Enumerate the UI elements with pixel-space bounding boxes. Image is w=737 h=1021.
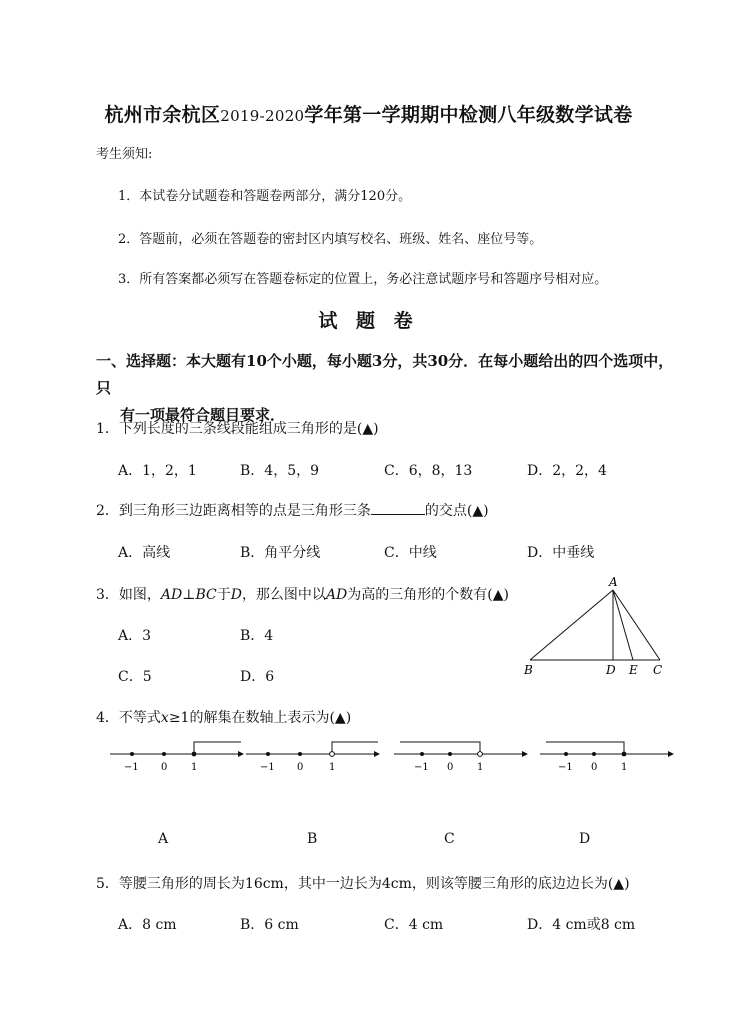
tick-label: 0: [591, 762, 598, 773]
q3-stem-p4: 为高的三角形的个数有(▲): [347, 587, 509, 603]
q4-choice-a: A: [158, 831, 169, 847]
tick-label: −1: [414, 762, 429, 773]
title-year: 2019-2020: [220, 107, 305, 125]
title-part1: 杭州市余杭区: [104, 104, 221, 126]
number-line-d: [538, 738, 678, 774]
number-line-b: [244, 738, 384, 774]
q2-stem-after: 的交点(▲): [424, 503, 489, 519]
note-3: 3．所有答案都必须写在答题卷标定的位置上，务必注意试题序号和答题序号相对应。: [118, 272, 608, 287]
q4-stem-p1: 4．不等式: [96, 710, 161, 726]
q2-option-c: C．中线: [384, 545, 437, 561]
tick-label: −1: [260, 762, 275, 773]
q3-stem-p3: ，那么图中以: [241, 587, 326, 603]
q4-stem-p2: ≥1的解集在数轴上表示为(▲): [168, 710, 352, 726]
q3-option-b: B．4: [240, 628, 274, 644]
q3-stem-ad: AD: [160, 587, 183, 603]
closed-dot: [192, 752, 197, 757]
label-c: C: [653, 663, 663, 677]
section1-heading-line1: 一、选择题：本大题有10个小题，每小题3分，共30分．在每小题给出的四个选项中，只: [96, 352, 674, 397]
q1-option-a: A．1，2，1: [118, 463, 197, 479]
q2-option-a: A．高线: [118, 545, 171, 561]
q3-stem: [96, 584, 509, 604]
section1-heading: [96, 348, 676, 429]
q5-option-b: B．6 cm: [240, 917, 299, 933]
q2-stem: [96, 500, 489, 520]
q1-option-c: C．6，8，13: [384, 463, 473, 479]
q5-option-d: D．4 cm或8 cm: [527, 917, 636, 933]
closed-dot: [622, 752, 627, 757]
segment-ab: [530, 590, 613, 660]
open-dot: [478, 752, 483, 757]
section1-heading-line2: 有一项最符合题目要求．: [120, 406, 286, 424]
tick-label: 1: [477, 762, 484, 773]
q5-option-c: C．4 cm: [384, 917, 444, 933]
tick-label: −1: [124, 762, 139, 773]
q3-triangle-figure: [520, 574, 670, 680]
q2-blank: [371, 502, 425, 515]
title-part2: 学年第一学期期中检测八年级数学试卷: [304, 104, 633, 126]
q2-stem-before: 2．到三角形三边距离相等的点是三角形三条: [96, 503, 371, 519]
q2-option-b: B．角平分线: [240, 545, 321, 561]
q3-stem-p1: 3．如图，: [96, 587, 161, 603]
section-title: 试 题 卷: [318, 310, 419, 332]
q4-choice-d: D: [579, 831, 591, 847]
q1-option-d: D．2，2，4: [527, 463, 607, 479]
q1-stem: 1．下列长度的三条线段能组成三角形的是(▲): [96, 421, 379, 437]
note-1: 1．本试卷分试题卷和答题卷两部分，满分120分。: [118, 189, 412, 204]
label-d: D: [606, 663, 616, 677]
label-e: E: [629, 663, 638, 677]
q3-option-a: A．3: [118, 628, 152, 644]
q3-option-c: C．5: [118, 669, 152, 685]
notes-heading: 考生须知:: [96, 147, 153, 162]
tick-label: 0: [297, 762, 304, 773]
q4-stem: [96, 707, 351, 727]
open-dot: [330, 752, 335, 757]
q4-choice-b: B: [307, 831, 318, 847]
number-line-a: [108, 738, 248, 774]
q3-stem-ad2: AD: [325, 587, 348, 603]
q4-stem-x: x: [160, 710, 169, 726]
number-line-c: [392, 738, 532, 774]
q2-option-d: D．中垂线: [527, 545, 595, 561]
page-title: [0, 100, 737, 127]
q3-stem-bc: BC: [195, 587, 217, 603]
q4-choice-c: C: [444, 831, 455, 847]
q1-option-b: B．4，5，9: [240, 463, 320, 479]
tick-label: 0: [447, 762, 454, 773]
tick-label: 1: [329, 762, 336, 773]
q3-stem-perp: ⊥: [182, 587, 196, 603]
q3-stem-p2: 于: [216, 587, 231, 603]
segment-ae: [613, 590, 633, 660]
tick-label: 1: [621, 762, 628, 773]
segment-ac: [613, 590, 660, 660]
q5-option-a: A．8 cm: [118, 917, 177, 933]
tick-label: 0: [161, 762, 168, 773]
label-a: A: [609, 575, 618, 589]
q5-stem: 5．等腰三角形的周长为16cm，其中一边长为4cm，则该等腰三角形的底边边长为(▲): [96, 876, 630, 892]
note-2: 2．答题前，必须在答题卷的密封区内填写校名、班级、姓名、座位号等。: [118, 232, 543, 247]
q3-option-d: D．6: [240, 669, 275, 685]
tick-label: 1: [191, 762, 198, 773]
q3-stem-d: D: [230, 587, 242, 603]
label-b: B: [524, 663, 533, 677]
tick-label: −1: [558, 762, 573, 773]
